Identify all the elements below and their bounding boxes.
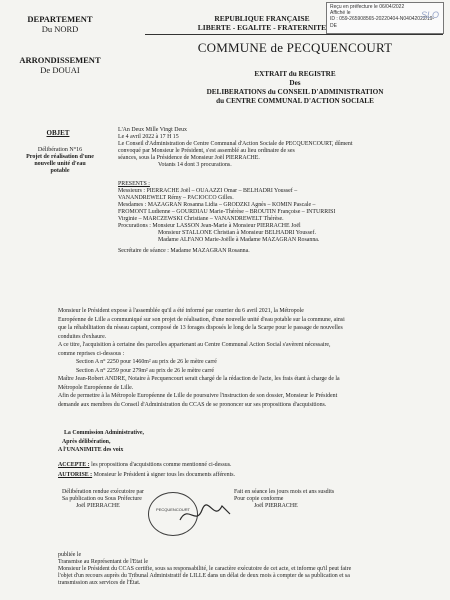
republic-title: REPUBLIQUE FRANÇAISE xyxy=(214,14,310,23)
procuration-line: Madame ALFANO Marie-Joëlle à Madame MAZAGRAN Rosanna. xyxy=(158,237,320,243)
main-line: Afin de permettre à la Métropole Européenne de Lille de poursuivre l'instruction de son dossier, Monsieur le Président xyxy=(58,393,338,399)
department-label: DEPARTEMENT xyxy=(27,14,93,24)
presents-line: Mesdames : MAZAGRAN Rosanna Lidia – GRODZKI Agnès – KOMIN Pascale – xyxy=(118,202,316,208)
decision-deliberation: Après délibération, xyxy=(62,438,111,445)
objet-line-3: nouvelle unité d'eau xyxy=(34,161,86,167)
accepte-line xyxy=(58,462,442,471)
stamp-line-id: ID : 059-265908565-20220404-N04042022/19-DE xyxy=(330,16,435,29)
footer-block xyxy=(58,552,444,587)
sig-left-line: Délibération rendue exécutoire par xyxy=(62,489,144,495)
extrait-line-3: DELIBERATIONS du CONSEIL D'ADMINISTRATION xyxy=(206,88,384,96)
commune-title: COMMUNE de PECQUENCOURT xyxy=(197,40,393,55)
section-line: Section A n° 2259 pour 279m² au prix de 26 le mètre carré xyxy=(76,367,214,374)
secretaire-line: Secrétaire de séance : Madame MAZAGRAN Rosanna. xyxy=(118,248,250,254)
main-line: comme reprises ci-dessous : xyxy=(58,350,125,357)
main-line: demande aux membres du Conseil d'Administration du CCAS de se prononcer sur ses propositions d'acquisitions. xyxy=(58,401,327,408)
stamp-line-posted: Affiché le xyxy=(330,10,351,17)
main-line: Métropole Européenne de Lille. xyxy=(58,384,134,391)
sig-right-line: Pour copie conforme xyxy=(234,496,284,502)
intro-line: Le Conseil d'Administration de Centre Communal d'Action Sociale de PECQUENCOURT, dûment xyxy=(118,141,353,147)
main-line: A ce titre, l'acquisition à certaine des parcelles appartenant au Centre Communal Action Social s'avèrent nécessaire, xyxy=(58,342,331,348)
header-rule xyxy=(145,34,443,35)
procuration-line: Monsieur STALLONE Christian à Monsieur BELHADRI Youssef. xyxy=(158,230,316,236)
presents-line: Virginie – MARCZEWSKI Christiane – VANANDREWELT Thérèse. xyxy=(118,216,284,222)
accepte-text: les propositions d'acquisitions comme mentionné ci-dessus. xyxy=(89,462,232,468)
footer-line: Monsieur le Président du CCAS certifie, sous sa responsabilité, le caractère exécutoire de cet acte, et informe qu'il peut faire xyxy=(58,566,352,572)
main-line: Européenne de Lille a communiqué sur son projet de réalisation, d'une nouvelle unité d'eau potable sur la commune, ainsi xyxy=(58,316,345,323)
section-line: Section A n° 2250 pour 1460m² au prix de 26 le mètre carré xyxy=(76,359,217,365)
intro-line: Le 4 avril 2022 à 17 H 15 xyxy=(118,134,179,140)
accepte-label: ACCEPTE : xyxy=(58,462,90,468)
decision-unanimite: A l'UNANIMITE des voix xyxy=(58,447,124,453)
extrait-line-2: Des xyxy=(289,79,301,87)
department-name: Du NORD xyxy=(41,24,79,34)
autorise-label: AUTORISE : xyxy=(58,472,93,478)
stamp-line-received: Reçu en préfecture le 06/04/2022 xyxy=(330,4,405,10)
main-line: Monsieur le Président expose à l'assemblée qu'il a été informé par courrier du 6 avril 2021, la Métropole xyxy=(58,308,304,314)
presents-line: FROMONT Ludienne – GOURDIAU Marie-Thérèse – BROUTIN Françoise – INTURRISI xyxy=(118,209,336,215)
footer-line: Transmise au Représentant de l'Etat le xyxy=(58,559,148,565)
procuration-line: Procurations : Monsieur LASSON Jean-Marie à Monsieur PIERRACHE Joël xyxy=(118,223,301,229)
sig-right-line: Fait en séance les jours mois et ans susdits xyxy=(234,489,335,495)
arrondissement-label: ARRONDISSEMENT xyxy=(19,55,101,65)
intro-line: L'An Deux Mille Vingt Deux xyxy=(118,127,187,133)
intro-line: convoqué par Monsieur le Président, s'est assemblé au lieu ordinaire de ses xyxy=(118,148,295,154)
autorise-text: Monsieur le Président à signer tous les documents afférents. xyxy=(92,472,235,478)
objet-deliberation-number: Délibération N°16 xyxy=(37,147,83,153)
handwritten-signature xyxy=(178,500,234,528)
signature-left xyxy=(62,489,144,510)
intro-votants: Votants 14 dont 3 procurations. xyxy=(158,162,232,168)
presents-title: PRESENTS : xyxy=(118,181,150,187)
objet-line-2: Projet de réalisation d'une xyxy=(26,154,94,160)
main-line: conduites d'exhaure. xyxy=(58,333,107,340)
objet-line-4: potable xyxy=(50,168,70,174)
sig-left-line: Sa publication ou Sous Préfecture xyxy=(62,496,142,502)
presents-line: Messieurs : PIERRACHE Joël – OUAAZZI Omar – BELHADRI Youssef – xyxy=(118,188,298,194)
sig-left-name: Joël PIERRACHE xyxy=(76,503,120,509)
extrait-line-1: EXTRAIT du REGISTRE xyxy=(254,70,336,78)
prefecture-stamp xyxy=(326,2,444,34)
decision-block xyxy=(58,430,442,456)
decision-commission: La Commission Administrative, xyxy=(64,430,145,436)
seal-text: PECQUENCOURT xyxy=(156,507,190,512)
extrait-line-4: du CENTRE COMMUNAL D'ACTION SOCIALE xyxy=(216,97,374,105)
stamp-mark: SLO xyxy=(420,10,439,20)
footer-line: l'objet d'un recours auprès du Tribunal Administratif de LILLE dans un délai de deux mois à compter de sa publication et sa xyxy=(58,573,350,579)
intro-line: séances, sous la Présidence de Monsieur Joël PIERRACHE. xyxy=(118,155,260,161)
intro-block xyxy=(118,127,444,169)
footer-line: transmission aux services de l'État. xyxy=(58,580,141,586)
main-line: Maître Jean-Robert ANDRE, Notaire à Pecquencourt serait chargé de la rédaction de l'acte, les frais étant à charge de la xyxy=(58,376,340,382)
presents-block xyxy=(118,181,444,255)
footer-line: publiée le xyxy=(58,552,82,558)
signature-right xyxy=(234,489,334,510)
autorise-line xyxy=(58,472,442,481)
objet-title: OBJET xyxy=(46,129,70,137)
main-line: que la réhabilitation du réseau captant, composé de 13 forages disposés le long de la Scarpe pour le passage de nouvelles xyxy=(58,325,343,331)
main-body xyxy=(58,308,442,410)
arrondissement-name: De DOUAI xyxy=(40,65,80,75)
presents-line: VANANDREWELT Rémy – PACIOCCO Gilles. xyxy=(118,195,234,201)
sig-right-name: Joël PIERRACHE xyxy=(254,503,298,509)
republic-motto: LIBERTE - EGALITE - FRATERNITE xyxy=(197,23,327,32)
